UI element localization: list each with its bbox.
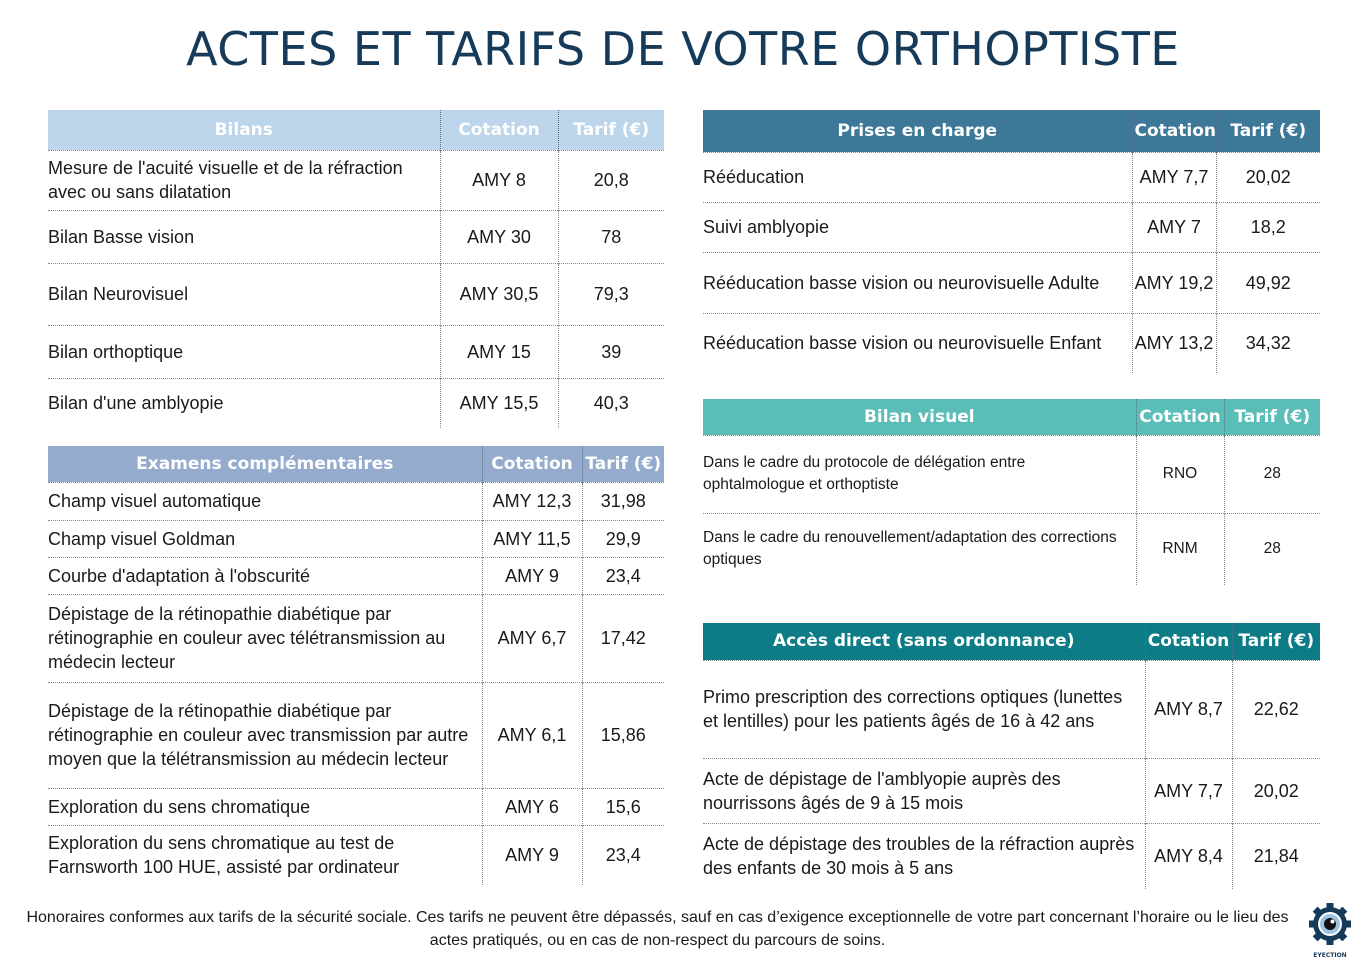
tarif: 15,6 <box>582 788 664 825</box>
cotation: AMY 6 <box>482 788 582 825</box>
tarif: 20,8 <box>558 150 664 210</box>
cotation: AMY 11,5 <box>482 520 582 557</box>
acte: Champ visuel automatique <box>48 482 482 520</box>
acte: Dépistage de la rétinopathie diabétique par rétinographie en couleur avec télétransmission au médecin lecteur <box>48 594 482 682</box>
acte: Bilan orthoptique <box>48 325 440 378</box>
cotation: AMY 15 <box>440 325 558 378</box>
table-row <box>703 313 1320 373</box>
table-row <box>48 263 664 325</box>
table-prises-en-charge <box>703 110 1320 373</box>
header-tarif: Tarif (€) <box>582 446 664 482</box>
acte: Dans le cadre du protocole de délégation entre ophtalmologue et orthoptiste <box>703 435 1136 513</box>
table-row <box>48 682 664 788</box>
cotation: AMY 8 <box>440 150 558 210</box>
acte: Acte de dépistage des troubles de la réfraction auprès des enfants de 30 mois à 5 ans <box>703 823 1145 889</box>
cotation: AMY 9 <box>482 557 582 594</box>
tarif: 22,62 <box>1232 660 1320 758</box>
tarif: 39 <box>558 325 664 378</box>
cotation: RNO <box>1136 435 1224 513</box>
acte: Exploration du sens chromatique <box>48 788 482 825</box>
table-row <box>703 252 1320 313</box>
tarif: 17,42 <box>582 594 664 682</box>
table-row <box>703 758 1320 823</box>
acte: Acte de dépistage de l'amblyopie auprès des nourrissons âgés de 9 à 15 mois <box>703 758 1145 823</box>
header-cotation: Cotation <box>440 110 558 150</box>
tarif: 79,3 <box>558 263 664 325</box>
acte: Primo prescription des corrections optiques (lunettes et lentilles) pour les patients âgés de 16 à 42 ans <box>703 660 1145 758</box>
table-row <box>48 210 664 263</box>
header-cotation: Cotation <box>482 446 582 482</box>
table-bilans <box>48 110 664 428</box>
table-bilan-visuel <box>703 399 1320 585</box>
header-cotation: Cotation <box>1136 399 1224 435</box>
tarif: 78 <box>558 210 664 263</box>
acte: Rééducation <box>703 152 1132 202</box>
table-acces-direct <box>703 623 1320 889</box>
tarif: 20,02 <box>1232 758 1320 823</box>
logo-text: EYECTION <box>1313 952 1347 959</box>
tarif: 20,02 <box>1216 152 1320 202</box>
header-acte: Prises en charge <box>837 120 998 141</box>
table-row <box>703 823 1320 889</box>
eye-gear-icon <box>1300 900 1360 960</box>
acte: Bilan Basse vision <box>48 210 440 263</box>
acte: Bilan Neurovisuel <box>48 263 440 325</box>
header-acte: Accès direct (sans ordonnance) <box>773 631 1075 652</box>
cotation: AMY 6,1 <box>482 682 582 788</box>
cotation: AMY 12,3 <box>482 482 582 520</box>
table-row <box>703 513 1320 585</box>
header-tarif: Tarif (€) <box>1216 110 1320 152</box>
table-row <box>48 325 664 378</box>
acte: Courbe d'adaptation à l'obscurité <box>48 557 482 594</box>
acte: Champ visuel Goldman <box>48 520 482 557</box>
table-row <box>48 557 664 594</box>
acte: Dans le cadre du renouvellement/adaptation des corrections optiques <box>703 513 1136 585</box>
acte: Rééducation basse vision ou neurovisuelle Enfant <box>703 313 1132 373</box>
table-row <box>48 482 664 520</box>
cotation: AMY 19,2 <box>1132 252 1216 313</box>
cotation: AMY 7,7 <box>1132 152 1216 202</box>
cotation: AMY 8,7 <box>1145 660 1232 758</box>
header-tarif: Tarif (€) <box>558 110 664 150</box>
table-row <box>48 788 664 825</box>
header-acte: Bilan visuel <box>863 406 975 427</box>
tarif: 49,92 <box>1216 252 1320 313</box>
cotation: AMY 7 <box>1132 202 1216 252</box>
cotation: AMY 6,7 <box>482 594 582 682</box>
header-tarif: Tarif (€) <box>1232 623 1320 660</box>
cotation: RNM <box>1136 513 1224 585</box>
cotation: AMY 9 <box>482 825 582 885</box>
table-row <box>703 660 1320 758</box>
tarif: 18,2 <box>1216 202 1320 252</box>
table-row <box>48 520 664 557</box>
tarif: 28 <box>1224 513 1320 585</box>
tarif: 15,86 <box>582 682 664 788</box>
header-acte: Bilans <box>214 119 273 140</box>
tarif: 23,4 <box>582 557 664 594</box>
footer-note: Honoraires conformes aux tarifs de la sécurité sociale. Ces tarifs ne peuvent être dépassés, sauf en cas d’exigence exceptionnelle de votre part concernant l’horaire ou le lieu des actes pratiqués, ou en cas de non-respect du parcours de soins. <box>26 909 1289 949</box>
header-cotation: Cotation <box>1145 623 1232 660</box>
table-row <box>48 594 664 682</box>
cotation: AMY 30,5 <box>440 263 558 325</box>
table-row <box>48 378 664 428</box>
acte: Suivi amblyopie <box>703 202 1132 252</box>
table-row <box>703 202 1320 252</box>
header-cotation: Cotation <box>1132 110 1216 152</box>
table-row <box>703 435 1320 513</box>
table-row <box>48 825 664 885</box>
eyection-logo <box>1300 900 1360 960</box>
cotation: AMY 13,2 <box>1132 313 1216 373</box>
header-tarif: Tarif (€) <box>1224 399 1320 435</box>
acte: Mesure de l'acuité visuelle et de la réfraction avec ou sans dilatation <box>48 150 440 210</box>
tarif: 34,32 <box>1216 313 1320 373</box>
tarif: 29,9 <box>582 520 664 557</box>
header-acte: Examens complémentaires <box>136 453 394 474</box>
tarif: 23,4 <box>582 825 664 885</box>
tarif: 28 <box>1224 435 1320 513</box>
tarif: 40,3 <box>558 378 664 428</box>
cotation: AMY 7,7 <box>1145 758 1232 823</box>
acte: Exploration du sens chromatique au test de Farnsworth 100 HUE, assisté par ordinateur <box>48 825 482 885</box>
table-examens <box>48 446 664 885</box>
page-title: ACTES ET TARIFS DE VOTRE ORTHOPTISTE <box>186 22 1180 76</box>
cotation: AMY 8,4 <box>1145 823 1232 889</box>
tarif: 31,98 <box>582 482 664 520</box>
acte: Dépistage de la rétinopathie diabétique par rétinographie en couleur avec transmission par autre moyen que la télétransmission au médecin lecteur <box>48 682 482 788</box>
table-row <box>48 150 664 210</box>
acte: Rééducation basse vision ou neurovisuelle Adulte <box>703 252 1132 313</box>
cotation: AMY 15,5 <box>440 378 558 428</box>
acte: Bilan d'une amblyopie <box>48 378 440 428</box>
table-row <box>703 152 1320 202</box>
cotation: AMY 30 <box>440 210 558 263</box>
tarif: 21,84 <box>1232 823 1320 889</box>
